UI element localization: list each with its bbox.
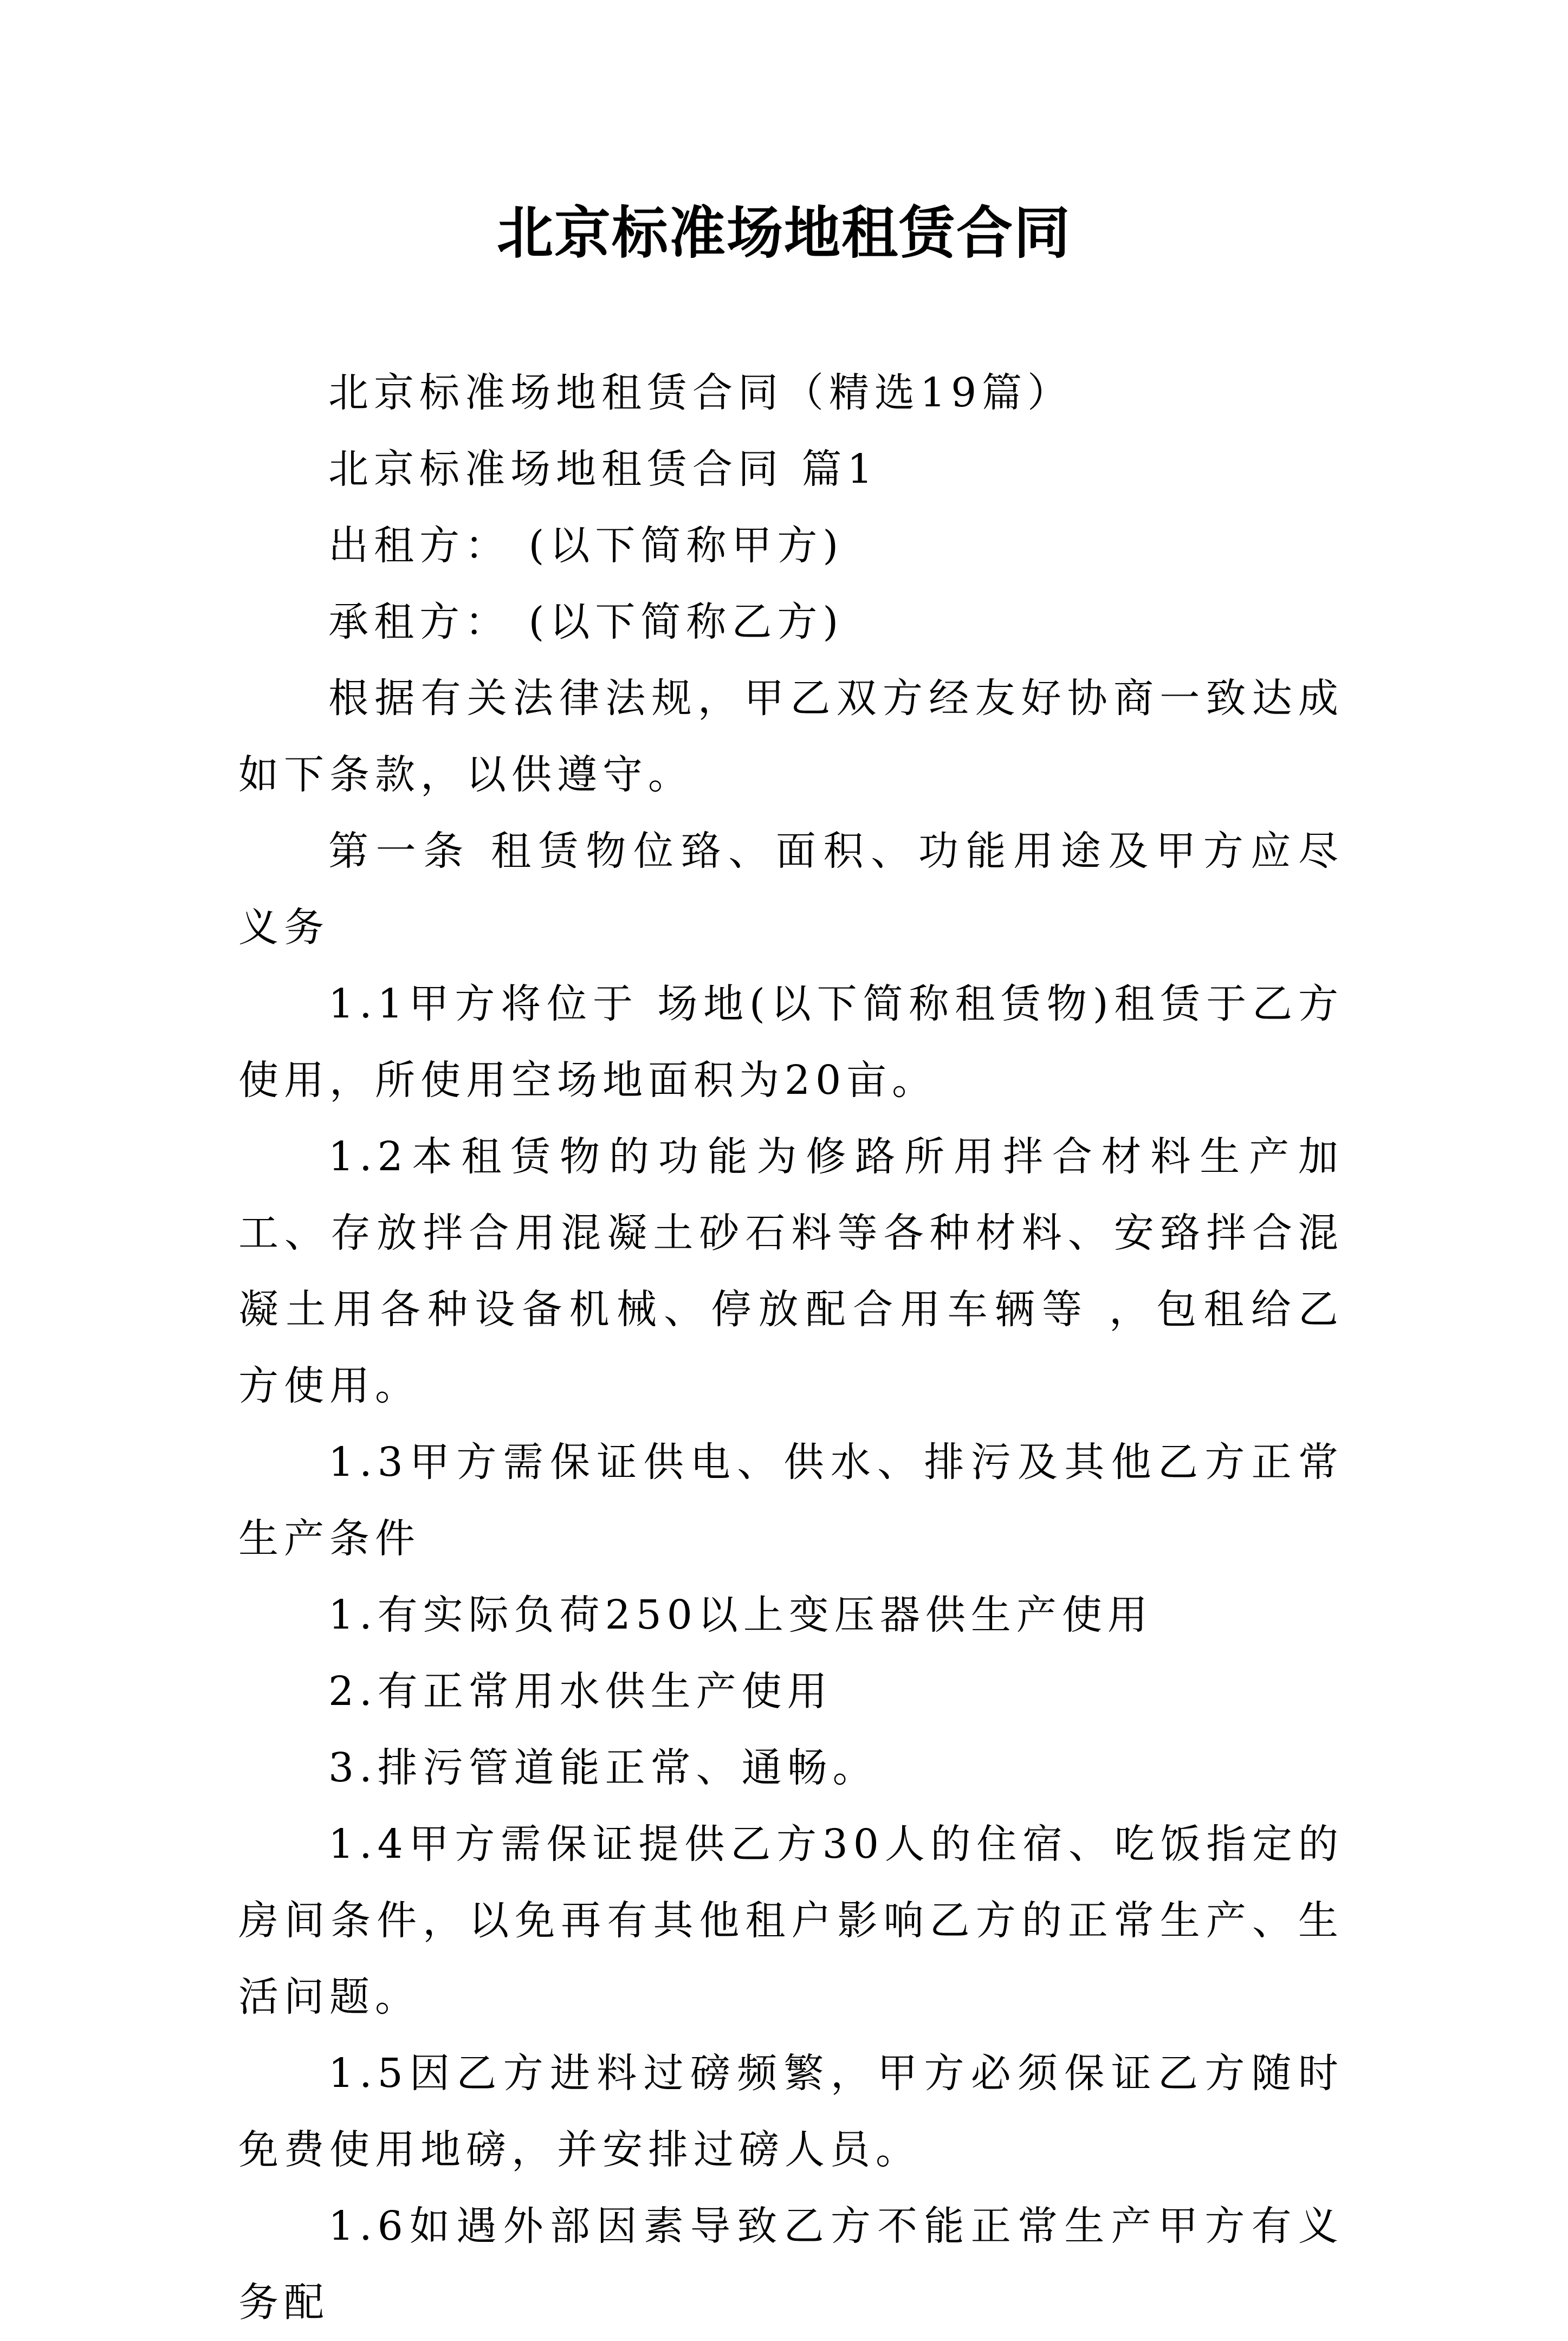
document-body [238,355,1344,2341]
document-title: 北京标准场地租赁合同 [496,199,1071,266]
paragraph-clause-1-3: 1.3甲方需保证供电、供水、排污及其他乙方正常生产条件 [238,1439,1344,1562]
paragraph-clause-1-2: 1.2本租赁物的功能为修路所用拌合材料生产加工、存放拌合用混凝土砂石料等各种材料、安臵拌合混凝土用各种设备机械、停放配合用车辆等 ，包租给乙方使用。 [238,1133,1344,1409]
paragraph-preamble: 根据有关法律法规，甲乙双方经友好协商一致达成如下条款，以供遵守。 [238,675,1344,798]
paragraph-subtitle: 北京标准场地租赁合同（精选19篇） [328,369,1073,416]
paragraph-item-1: 1.有实际负荷250以上变压器供生产使用 [328,1592,1153,1638]
paragraph-section-heading: 北京标准场地租赁合同 篇1 [328,446,878,492]
paragraph-lessee: 承租方： (以下简称乙方) [328,599,844,645]
paragraph-item-2: 2.有正常用水供生产使用 [328,1668,833,1715]
paragraph-clause-1-5: 1.5因乙方进料过磅频繁，甲方必须保证乙方随时免费使用地磅，并安排过磅人员。 [238,2050,1344,2173]
paragraph-item-3: 3.排污管道能正常、通畅。 [328,1745,878,1791]
paragraph-clause-1-1: 1.1甲方将位于 场地(以下简称租赁物)租赁于乙方使用，所使用空场地面积为20亩。 [238,981,1344,1104]
paragraph-article-1-heading: 第一条 租赁物位臵、面积、功能用途及甲方应尽义务 [238,828,1344,951]
paragraph-clause-1-4: 1.4甲方需保证提供乙方30人的住宿、吃饭指定的房间条件，以免再有其他租户影响乙方的正常生产、生活问题。 [238,1821,1344,2020]
paragraph-clause-1-6: 1.6如遇外部因素导致乙方不能正常生产甲方有义务配 [238,2203,1344,2326]
paragraph-lessor: 出租方： (以下简称甲方) [328,522,844,569]
